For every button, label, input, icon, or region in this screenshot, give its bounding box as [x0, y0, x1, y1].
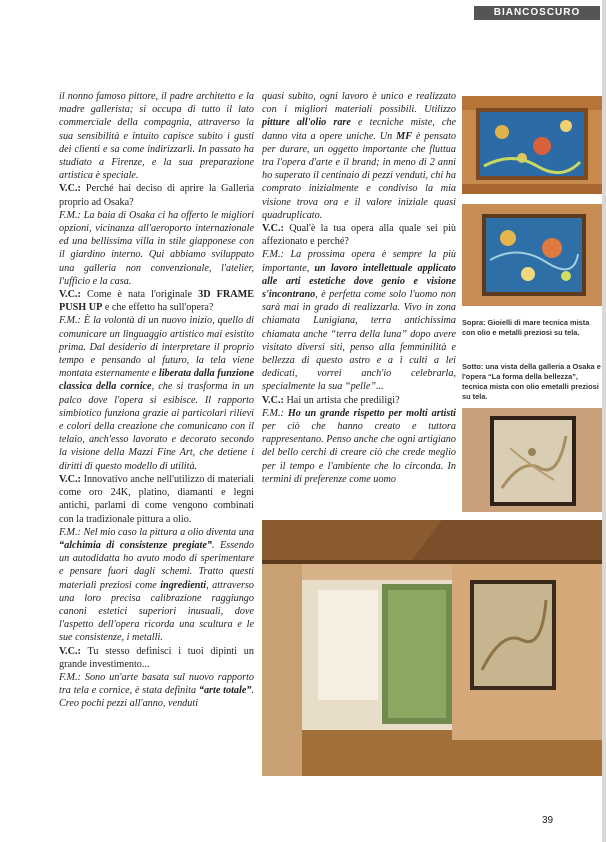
col2-paragraph: F.M.: La prossima opera è sempre la più importante, un lavoro intellettuale applicato alle arti estetiche dove genio e visione s'incontrano, è perfetta come solo l'uomo non sarà mai in grado di realizzarla. Vivo in zona chiamata Lunigiana, terra antichissima chiamata anche “terra della luna” dopo avere visitato diversi siti, penso alla femminilità e bellezza di questo astro e a i culti a lei dedicati, vorrei anch'io celebrarla, specialmente la sua “pelle”... [262, 249, 456, 393]
text-column-1 [59, 90, 254, 711]
speaker-label: V.C.: [59, 183, 81, 195]
col1-paragraph: F.M.: È la volontà di un nuovo inizio, quello di comunicare un linguaggio artistico mai esistito prima. Dal desiderio di interpretare il proprio tempo e pensando al futuro, la tela viene montata esternamente e liberata dalla funzione classica della cornice, che si trasforma in un palco dove l'opera si esibisce. Il rapporto simbiotico funziona grazie ai particolari rilievi e colori della creazione che comunicano con il telaio, anch'esso lavorato e decorato secondo la visione della Mazzi Fine Art, che detiene i diritti di questo modello di utilità. [59, 315, 254, 472]
col1-paragraph: V.C.: Innovativo anche nell'utilizzo di materiali come oro 24K, platino, diamanti e legni antichi, parlami di come vengono combinati con la tradizionale pittura a olio. [59, 473, 254, 525]
col1-paragraph: F.M.: La baia di Osaka ci ha offerto le migliori opzioni, vicinanza all'aeroporto internazionale ed una bellissima villa in stile giapponese con il giardino interno. Qui abbiamo sviluppato una galleria non convenzionale, l'atelier, l'ufficio e la casa. [59, 209, 254, 287]
photo-painting-sea-1 [462, 96, 602, 194]
col1-paragraph: V.C.: Perché hai deciso di aprire la Galleria proprio ad Osaka? [59, 183, 254, 208]
photo-gallery-osaka [262, 520, 602, 776]
col1-paragraph: il nonno famoso pittore, il padre architetto e la madre gallerista; si occupa di tutto il lato commerciale della compagnia, attraverso la sua sensibilità e intuito capisce subito i gusti dei clienti e sa come indirizzarli. In passato ha studiato a Firenze, e la sua preparazione artistica è speciale. [59, 91, 254, 182]
caption-top: Sopra: Gioielli di mare tecnica mista con olio e metalli preziosi su tela. [462, 318, 590, 337]
page-number: 39 [542, 815, 554, 826]
caption-bottom: Sotto: una vista della galleria a Osaka e l'opera “La forma della bellezza”, tecnica mista con olio emetalli preziosi su tela. [462, 362, 601, 401]
speaker-label: V.C.: [59, 473, 81, 485]
col2-paragraph: V.C.: Hai un artista che prediligi? [262, 394, 400, 406]
photo-painting-sea-2 [462, 204, 602, 306]
col1-paragraph: F.M.: Sono un'arte basata sul nuovo rapporto tra tela e cornice, è stata definita “arte totale”. Creo pochi pezzi all'anno, venduti [59, 671, 254, 710]
col1-paragraph: V.C.: Tu stesso definisci i tuoi dipinti un grande investimento... [59, 645, 254, 670]
col2-paragraph: quasi subito, ogni lavoro è unico e realizzato con i migliori materiali possibili. Utilizzo pitture all'olio rare e tecniche miste, che danno vita a opere uniche. Un MF è pensato per durare, un oggetto importante che fluttua tra l'opera d'arte e il brand; in meno di 2 anni ho superato il centinaio di pezzi venduti, chi ha comprato inizialmente e condiviso la mia visione trova ora e il valore iniziale quasi quadruplicato. [262, 91, 456, 221]
brand-header: BIANCOSCURO [474, 6, 600, 20]
text-column-2 [262, 90, 456, 486]
page-edge [602, 0, 606, 842]
speaker-label: V.C.: [262, 394, 284, 406]
col2-paragraph: V.C.: Qual'è la tua opera alla quale sei più affezionato e perché? [262, 223, 456, 248]
speaker-label: V.C.: [59, 645, 81, 657]
col1-paragraph: V.C.: Come è nata l'originale 3D FRAME PUSH UP e che effetto ha sull'opera? [59, 289, 254, 314]
speaker-label: V.C.: [262, 223, 284, 235]
photo-painting-beige [462, 408, 602, 512]
speaker-label: V.C.: [59, 289, 81, 301]
col2-paragraph: F.M.: Ho un grande rispetto per molti artisti per ciò che hanno creato e tuttora rappresentano. Penso anche che ogni artigiano del bello cerchi di creare ciò che crede meglio per il tempo e l'ambiente che lo circonda. In termini di preferenze come uomo [262, 407, 456, 485]
col1-paragraph: F.M.: Nel mio caso la pittura a olio diventa una “alchimia di consistenze pregiate”. Essendo un autodidatta ho avuto modo di sperimentare e pensare fuori dagli schemi. Tratto questi materiali preziosi come ingredienti, attraverso una loro precisa calibrazione raggiungo canoni estetici superiori inusuali, dove l'aspetto dell'opera ricorda una scultura e le sue consistenze, i metalli. [59, 526, 254, 644]
